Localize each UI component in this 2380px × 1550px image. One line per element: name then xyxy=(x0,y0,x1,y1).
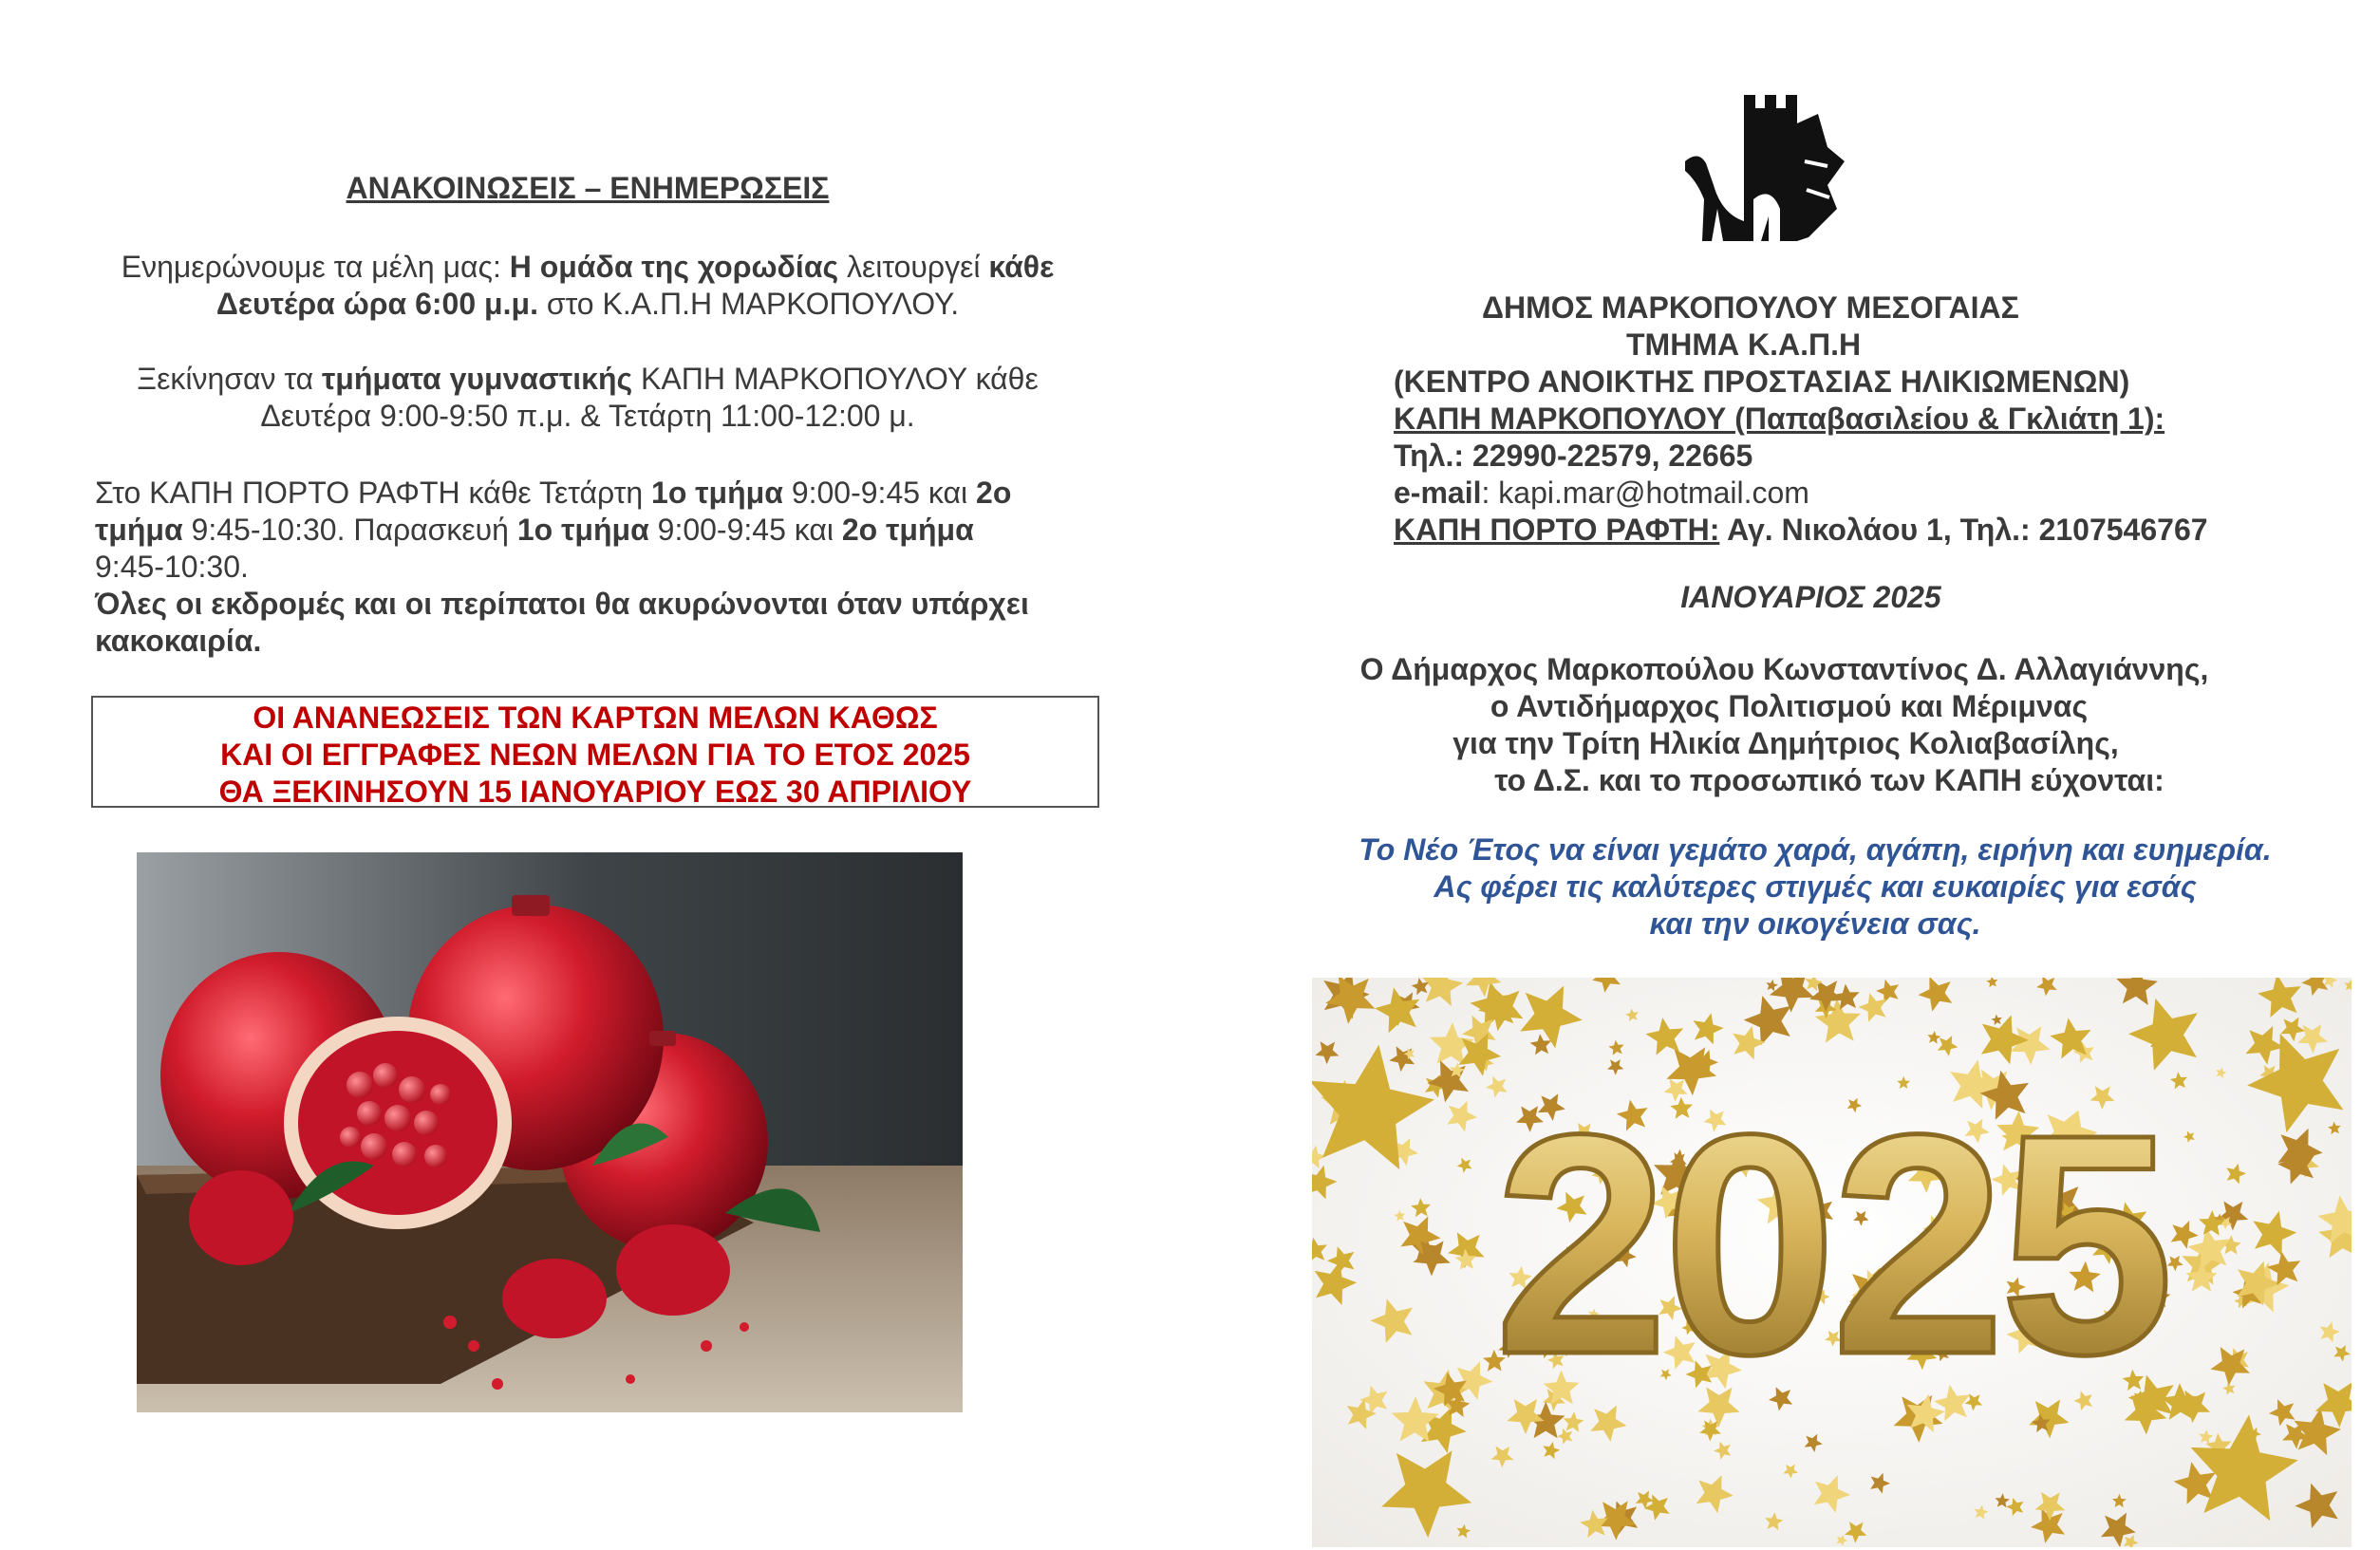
email-line: e-mail: kapi.mar@hotmail.com xyxy=(1394,476,1809,510)
greeting-line: ο Αντιδήμαρχος Πολιτισμού και Μέριμνας xyxy=(1490,689,2089,723)
new-year-wish xyxy=(1302,831,2328,943)
municipality-name: ΔΗΜΟΣ ΜΑΡΚΟΠΟΥΛΟΥ ΜΕΣΟΓΑΙΑΣ xyxy=(1482,290,2019,325)
center-fullname: (ΚΕΝΤΡΟ ΑΝΟΙΚΤΗΣ ΠΡΟΣΤΑΣΙΑΣ ΗΛΙΚΙΩΜΕΝΩΝ) xyxy=(1394,364,2130,399)
municipality-header xyxy=(1394,289,2305,549)
pomegranates-image xyxy=(137,852,963,1412)
greeting-block xyxy=(1302,651,2271,799)
wish-line: Ας φέρει τις καλύτερες στιγμές και ευκαιρίες για εσάς xyxy=(1434,869,2197,904)
choir-paragraph: Ενημερώνουμε τα μέλη μας: Η ομάδα της χορωδίας λειτουργεί κάθε Δευτέρα ώρα 6:00 μ.μ. στο Κ.Α.Π.Η ΜΑΡΚΟΠΟΥΛΟΥ. xyxy=(121,250,1055,321)
wish-line: και την οικογένεια σας. xyxy=(1649,906,1981,941)
greeting-line: το Δ.Σ. και το προσωπικό των ΚΑΠΗ εύχονται: xyxy=(1494,763,2164,797)
porto-rafti-line: ΚΑΠΗ ΠΟΡΤΟ ΡΑΦΤΗ: Αγ. Νικολάου 1, Τηλ.: 2107546767 xyxy=(1394,513,2208,547)
notice-line: ΟΙ ΑΝΑΝΕΩΣΕΙΣ ΤΩΝ ΚΑΡΤΩΝ ΜΕΛΩΝ ΚΑΘΩΣ xyxy=(253,700,938,735)
wish-line: Το Νέο Έτος να είναι γεμάτο χαρά, αγάπη, ειρήνη και ευημερία. xyxy=(1359,832,2272,867)
announcements-title: ΑΝΑΚΟΙΝΩΣΕΙΣ – ΕΝΗΜΕΡΩΣΕΙΣ xyxy=(346,171,830,205)
department-name: ΤΜΗΜΑ Κ.Α.Π.Η xyxy=(1626,327,1862,362)
year-2025-text: 2025 xyxy=(1493,1069,2169,1419)
markopoulo-phone: Τηλ.: 22990-22579, 22665 xyxy=(1394,439,1753,473)
membership-notice-box xyxy=(91,696,1099,808)
porto-rafti-paragraph: Στο ΚΑΠΗ ΠΟΡΤΟ ΡΑΦΤΗ κάθε Τετάρτη 1ο τμήμα 9:00-9:45 και 2ο τμήμα 9:45-10:30. Παρασκευή 1ο τμήμα 9:00-9:45 και 2ο τμήμα 9:45-10:30. Όλες οι εκδρομές και οι περίπατοι θα ακυρώνονται όταν υπάρχει κακοκαιρία. xyxy=(95,476,1029,658)
new-year-2025-image xyxy=(1312,978,2352,1547)
notice-line: ΚΑΙ ΟΙ ΕΓΓΡΑΦΕΣ ΝΕΩΝ ΜΕΛΩΝ ΓΙΑ ΤΟ ΕΤΟΣ 2025 xyxy=(220,738,970,772)
gym-paragraph: Ξεκίνησαν τα τμήματα γυμναστικής ΚΑΠΗ ΜΑΡΚΟΠΟΥΛΟΥ κάθε Δευτέρα 9:00-9:50 π.μ. & Τετάρτη 11:00-12:00 μ. xyxy=(137,362,1039,433)
notice-line: ΘΑ ΞΕΚΙΝΗΣΟΥΝ 15 ΙΑΝΟΥΑΡΙΟΥ ΕΩΣ 30 ΑΠΡΙΛΙΟΥ xyxy=(218,775,972,809)
greeting-line: Ο Δήμαρχος Μαρκοπούλου Κωνσταντίνος Δ. Αλλαγιάννης, xyxy=(1359,652,2209,686)
month-title: ΙΑΝΟΥΑΡΙΟΣ 2025 xyxy=(1680,580,1941,614)
municipality-logo xyxy=(1685,95,1845,250)
markopoulo-address: ΚΑΠΗ ΜΑΡΚΟΠΟΥΛΟΥ (Παπαβασιλείου & Γκλιάτη 1): xyxy=(1394,402,2165,436)
greeting-line: για την Τρίτη Ηλικία Δημήτριος Κολιαβασίλης, xyxy=(1452,726,2119,760)
